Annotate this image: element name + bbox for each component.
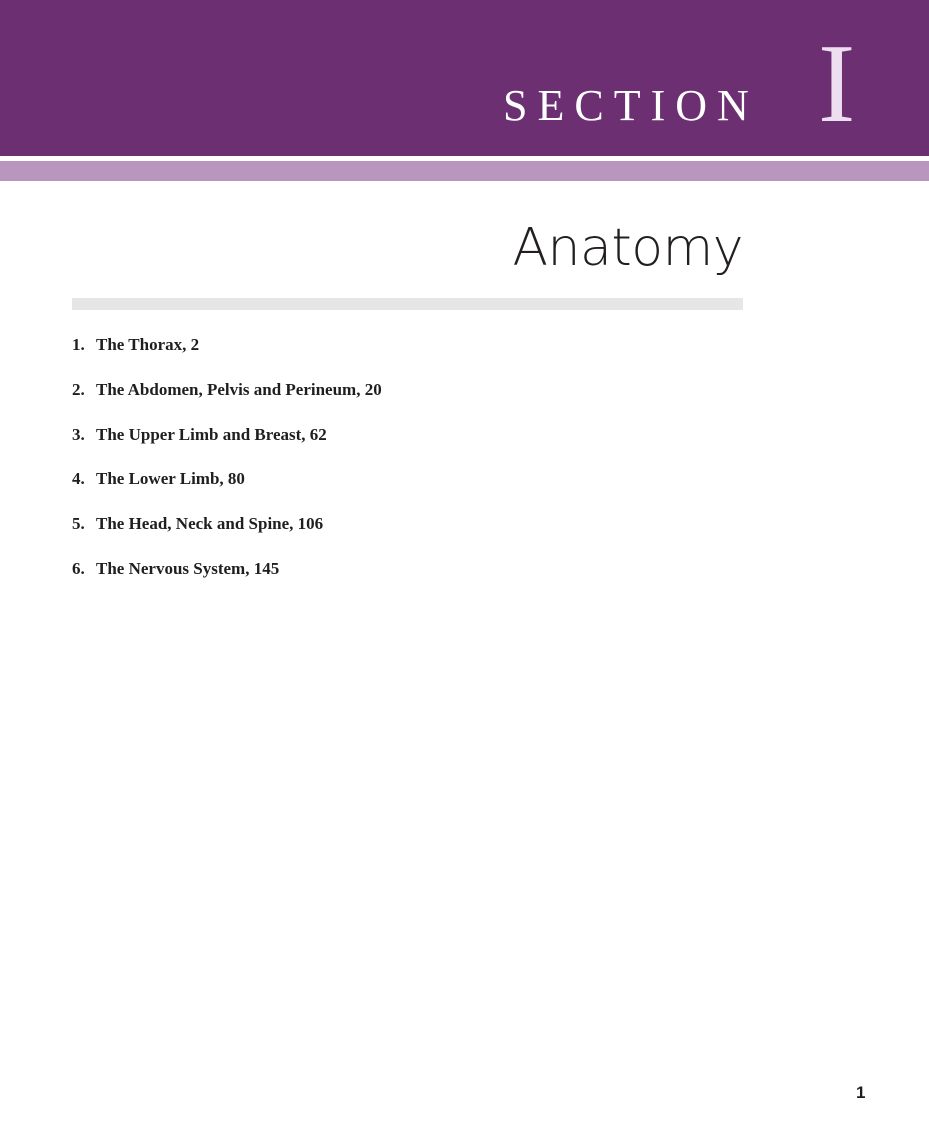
chapter-item[interactable] [72, 468, 382, 513]
chapter-item[interactable] [72, 513, 382, 558]
chapter-item[interactable] [72, 334, 382, 379]
chapter-title: The Thorax, 2 [96, 335, 200, 354]
chapter-item[interactable] [72, 379, 382, 424]
chapter-number: 2. [72, 379, 85, 399]
chapter-title: The Nervous System, 145 [96, 558, 280, 578]
chapter-number: 5. [72, 514, 85, 534]
section-title: Anatomy [512, 218, 743, 278]
title-rule [72, 298, 743, 310]
chapter-number: 3. [72, 424, 85, 444]
chapter-list [72, 334, 382, 603]
chapter-number: 4. [72, 469, 85, 489]
page-number: 1 [856, 1083, 866, 1102]
chapter-title: The Abdomen, Pelvis and Perineum, 20 [96, 379, 382, 399]
section-numeral: I [818, 22, 856, 146]
section-header-band [0, 0, 929, 156]
chapter-title: The Head, Neck and Spine, 106 [96, 514, 324, 534]
chapter-number: 6. [72, 558, 85, 578]
chapter-title: The Lower Limb, 80 [96, 469, 245, 489]
chapter-item[interactable] [72, 424, 382, 469]
chapter-item[interactable] [72, 558, 382, 603]
chapter-number: 1. [72, 335, 85, 354]
section-label: SECTION [503, 81, 759, 130]
chapter-title: The Upper Limb and Breast, 62 [96, 424, 327, 444]
header-stripe [0, 161, 929, 181]
